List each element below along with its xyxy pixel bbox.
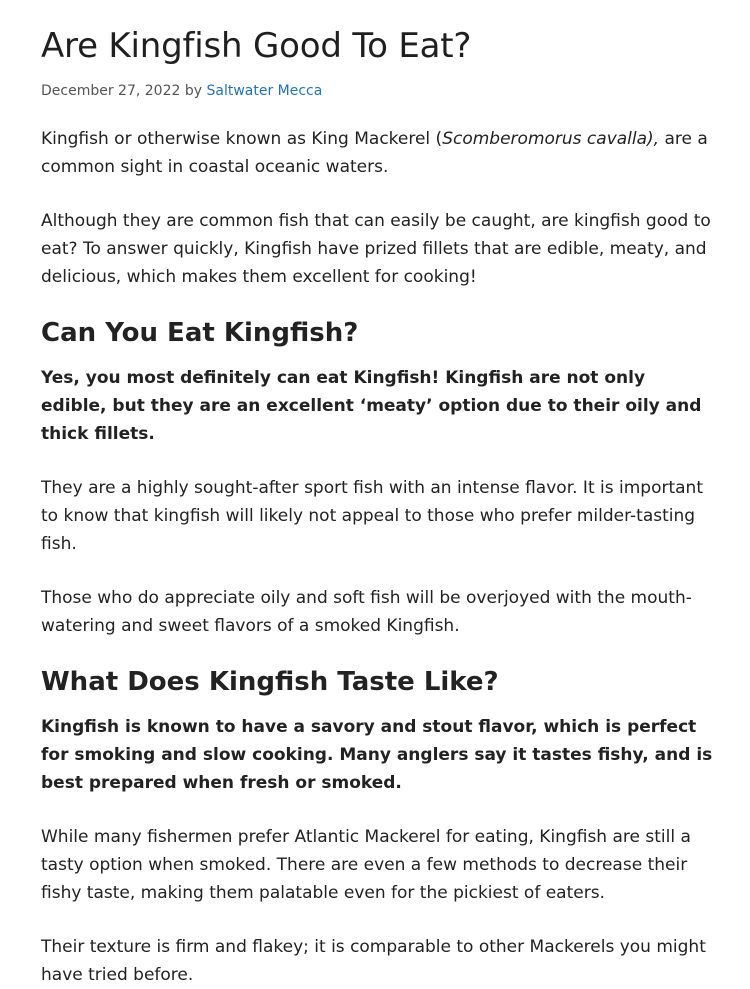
post-date: December 27, 2022	[41, 83, 181, 99]
intro-text-start: Kingfish or otherwise known as King Mackerel (	[41, 129, 443, 149]
paragraph-answer: Although they are common fish that can easily be caught, are kingfish good to eat? To answer quickly, Kingfish have prized fillets that are edible, meaty, and delicious, which makes them excellent for cooking!	[41, 211, 711, 287]
paragraph-texture: Their texture is firm and flakey; it is comparable to other Mackerels you might have tried before.	[41, 937, 706, 985]
paragraph-oily-fish: Those who do appreciate oily and soft fish will be overjoyed with the mouth-watering and sweet flavors of a smoked Kingfish.	[41, 588, 692, 636]
post-by-label: by	[184, 83, 203, 99]
bold-answer-taste: Kingfish is known to have a savory and stout flavor, which is perfect for smoking and slow cooking. Many anglers say it tastes fishy, and is best prepared when fresh or smoked.	[41, 717, 713, 793]
page-title: Are Kingfish Good To Eat?	[41, 26, 472, 66]
intro-text-end: are a common sight in coastal oceanic waters.	[41, 129, 708, 177]
paragraph-atlantic-mackerel: While many fishermen prefer Atlantic Mackerel for eating, Kingfish are still a tasty option when smoked. There are even a few methods to decrease their fishy taste, making them palatable even for the pickiest of eaters.	[41, 827, 691, 903]
author-link[interactable]: Saltwater Mecca	[206, 83, 323, 99]
heading-taste: What Does Kingfish Taste Like?	[41, 667, 499, 697]
post-meta	[41, 81, 714, 101]
intro-paragraph	[41, 125, 714, 181]
bold-answer-can-eat: Yes, you most definitely can eat Kingfish! Kingfish are not only edible, but they are an excellent ‘meaty’ option due to their oily and thick fillets.	[41, 368, 702, 444]
scientific-name: Scomberomorus cavalla),	[442, 129, 660, 149]
paragraph-sport-fish: They are a highly sought-after sport fish with an intense flavor. It is important to know that kingfish will likely not appeal to those who prefer milder-tasting fish.	[41, 478, 703, 554]
heading-can-you-eat: Can You Eat Kingfish?	[41, 318, 359, 348]
